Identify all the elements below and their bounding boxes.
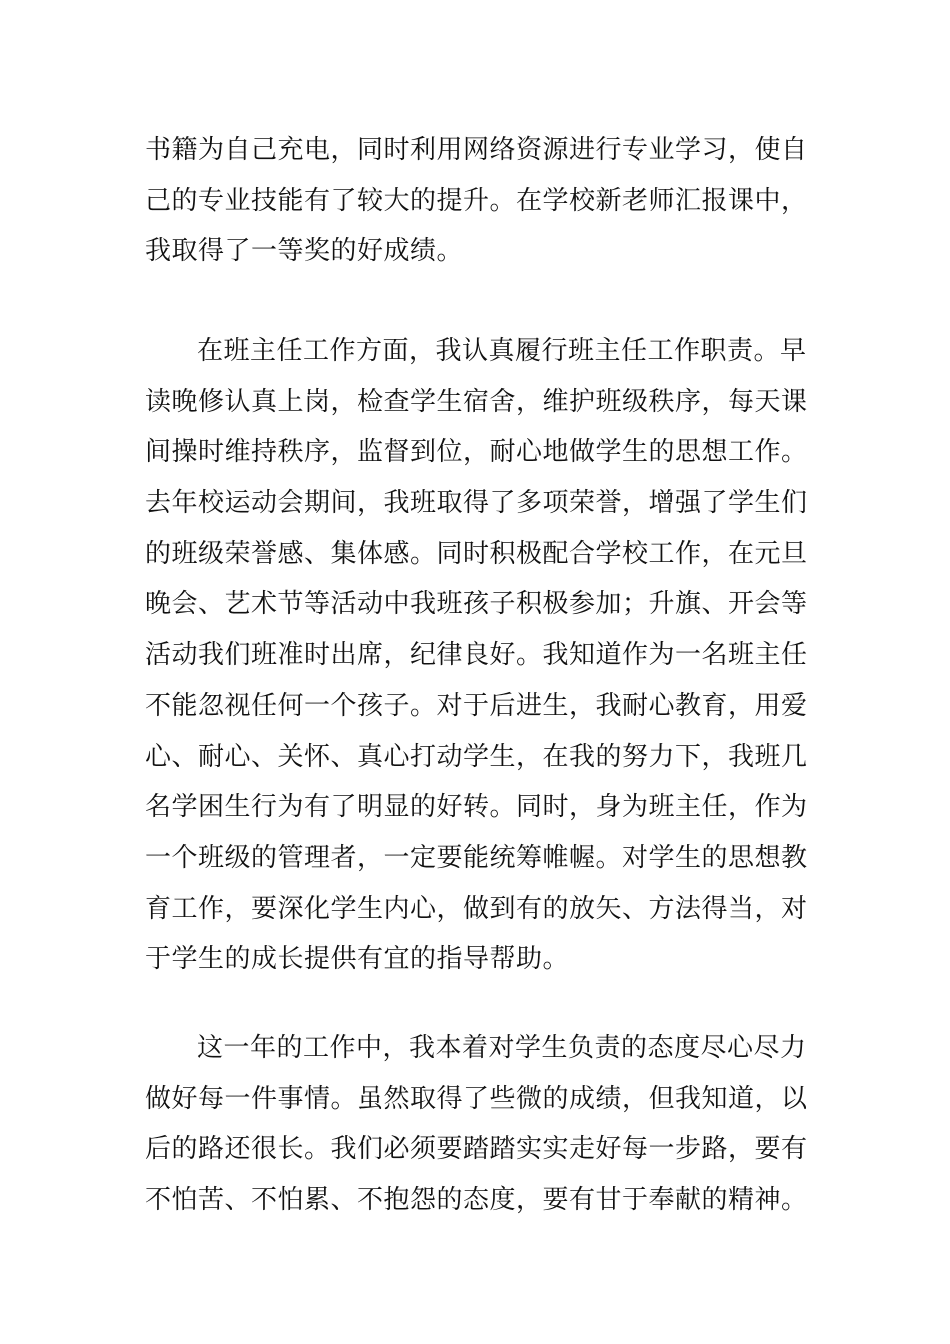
- text-line: 后的路还很长。我们必须要踏踏实实走好每一步路，要有: [145, 1134, 808, 1165]
- text-line: 去年校运动会期间，我班取得了多项荣誉，增强了学生们: [145, 488, 808, 519]
- text-line: 在班主任工作方面，我认真履行班主任工作职责。早: [197, 336, 807, 366]
- text-line: 的班级荣誉感、集体感。同时积极配合学校工作，在元旦: [145, 538, 808, 569]
- paragraph-year-summary: [145, 1023, 810, 1226]
- text-line: 活动我们班准时出席，纪律良好。我知道作为一名班主任: [145, 640, 808, 671]
- text-line: 读晚修认真上岗，检查学生宿舍，维护班级秩序，每天课: [145, 386, 808, 417]
- text-line: 间操时维持秩序，监督到位，耐心地做学生的思想工作。: [145, 437, 808, 468]
- text-line: 书籍为自己充电，同时利用网络资源进行专业学习，使自: [145, 135, 808, 165]
- text-line: 一个班级的管理者，一定要能统筹帷幄。对学生的思想教: [145, 842, 808, 873]
- paragraph-professional-growth: [145, 125, 810, 277]
- text-line: 这一年的工作中，我本着对学生负责的态度尽心尽力: [197, 1033, 807, 1063]
- text-line: 育工作，要深化学生内心，做到有的放矢、方法得当，对: [145, 893, 808, 924]
- text-line: 于学生的成长提供有宜的指导帮助。: [145, 944, 570, 975]
- text-line: 己的专业技能有了较大的提升。在学校新老师汇报课中，: [145, 185, 808, 216]
- text-line: 心、耐心、关怀、真心打动学生，在我的努力下，我班几: [145, 741, 808, 772]
- paragraph-class-teacher-work: [145, 326, 810, 985]
- text-line: 我取得了一等奖的好成绩。: [145, 236, 464, 267]
- text-line: 晚会、艺术节等活动中我班孩子积极参加；升旗、开会等: [145, 589, 808, 620]
- text-line: 不怕苦、不怕累、不抱怨的态度，要有甘于奉献的精神。: [145, 1185, 808, 1216]
- text-line: 名学困生行为有了明显的好转。同时，身为班主任，作为: [145, 792, 808, 823]
- text-line: 不能忽视任何一个孩子。对于后进生，我耐心教育，用爱: [145, 690, 808, 721]
- text-line: 做好每一件事情。虽然取得了些微的成绩，但我知道，以: [145, 1083, 808, 1114]
